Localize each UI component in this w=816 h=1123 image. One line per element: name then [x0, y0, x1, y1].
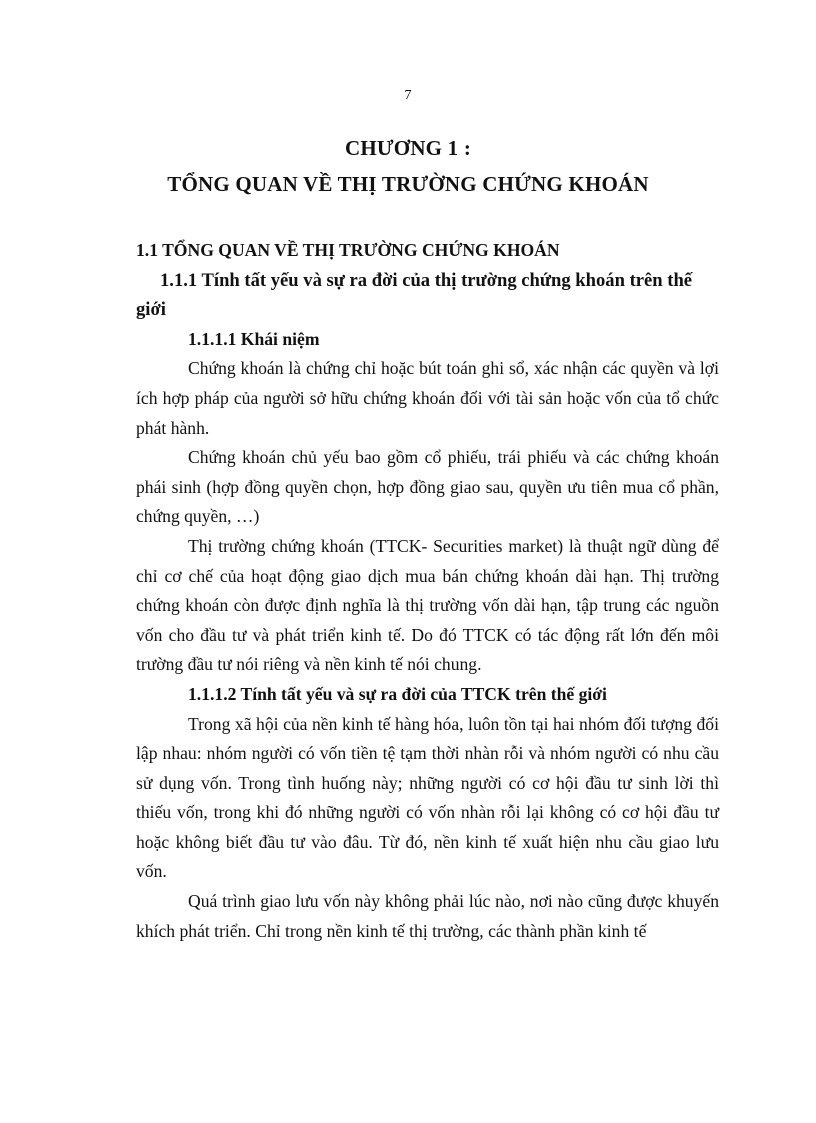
document-body	[136, 236, 719, 946]
paragraph: Thị trường chứng khoán (TTCK- Securities market) là thuật ngữ dùng để chỉ cơ chế của hoạt động giao dịch mua bán chứng khoán dài hạn. Thị trường chứng khoán còn được định nghĩa là thị trường vốn dài hạn, tập trung các nguồn vốn cho đầu tư và phát triển kinh tế. Do đó TTCK có tác động rất lớn đến môi trường đầu tư nói riêng và nền kinh tế nói chung.	[136, 535, 719, 675]
chapter-title: TỔNG QUAN VỀ THỊ TRƯỜNG CHỨNG KHOÁN	[167, 172, 649, 196]
section-heading-1-1-1-1: 1.1.1.1 Khái niệm	[188, 328, 320, 349]
chapter-label: CHƯƠNG 1 :	[344, 136, 472, 160]
page-number: 7	[404, 88, 412, 103]
section-heading-1-1: 1.1 TỔNG QUAN VỀ THỊ TRƯỜNG CHỨNG KHOÁN	[136, 240, 560, 260]
paragraph: Quá trình giao lưu vốn này không phải lúc nào, nơi nào cũng được khuyến khích phát triển. Chỉ trong nền kinh tế thị trường, các thành phần kinh tế	[136, 891, 719, 941]
paragraph: Chứng khoán chủ yếu bao gồm cổ phiếu, trái phiếu và các chứng khoán phái sinh (hợp đồng quyền chọn, hợp đồng giao sau, quyền ưu tiên mua cổ phần, chứng quyền, …)	[136, 447, 719, 527]
paragraph: Chứng khoán là chứng chỉ hoặc bút toán ghi sổ, xác nhận các quyền và lợi ích hợp pháp của người sở hữu chứng khoán đối với tài sản hoặc vốn của tổ chức phát hành.	[136, 358, 719, 438]
section-heading-1-1-1: 1.1.1 Tính tất yếu và sự ra đời của thị trường chứng khoán trên thế giới	[136, 269, 693, 321]
paragraph: Trong xã hội của nền kinh tế hàng hóa, luôn tồn tại hai nhóm đối tượng đối lập nhau: nhóm người có vốn tiền tệ tạm thời nhàn rỗi và nhóm người có nhu cầu sử dụng vốn. Trong tình huống này; những người có cơ hội đầu tư sinh lời thì thiếu vốn, trong khi đó những người có vốn nhàn rỗi lại không có cơ hội đầu tư hoặc không biết đầu tư vào đâu. Từ đó, nền kinh tế xuất hiện nhu cầu giao lưu vốn.	[136, 713, 719, 882]
section-heading-1-1-1-2: 1.1.1.2 Tính tất yếu và sự ra đời của TTCK trên thế giới	[188, 683, 607, 704]
